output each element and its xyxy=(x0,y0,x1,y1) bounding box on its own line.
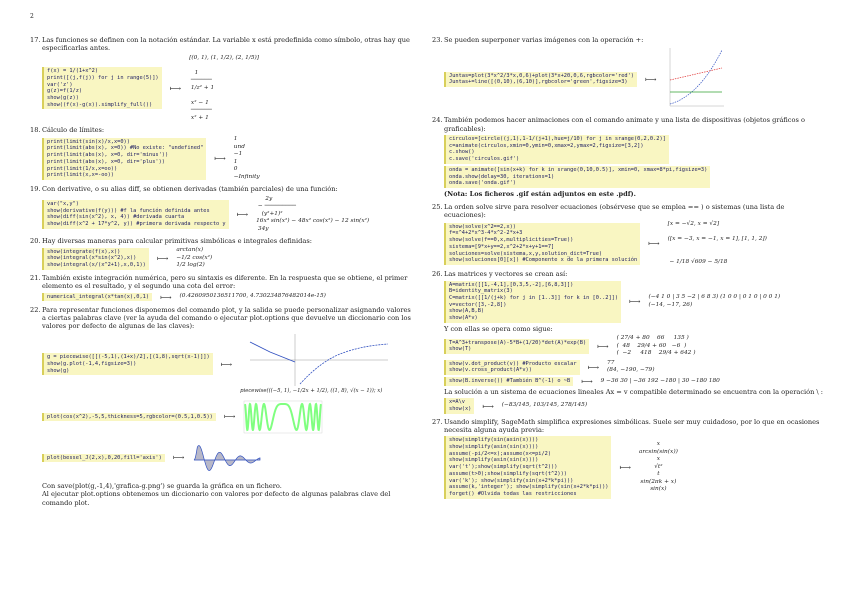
output-block: 9 −36 30 | −36 192 −180 | 30 −180 180 xyxy=(600,377,720,384)
item-text: También podemos hacer animaciones con el comando animate y una lista de dispositivas (objetos gráficos o graficables): xyxy=(444,116,805,133)
code-block[interactable]: circulos=[circle((j,1),1-1/(j+1),hue=j/10) for j in srange(0,2,0.2)] c=animate(circulos,xmin=0,ymin=0,xmax=2,ymax=2,figsize=[3,2]) c.show() c.save('circulos.gif') xyxy=(444,135,669,164)
item-number: 24. xyxy=(432,116,443,125)
item-20 xyxy=(30,237,416,270)
item-text: También existe integración numérica, pero su sintaxis es diferente. En la respuesta que se obtiene, el primer elemento es el resultado, y el segundo una cota del error: xyxy=(42,273,408,291)
code-block[interactable]: Juntas=plot(3*x^2/3*x,0,6)+plot(3*x+20,0,6,rgbcolor='red') Juntas+=line([(0,10),(6,10)],rgbcolor='green',figsize=3) xyxy=(444,72,637,87)
output-block: arctan(x) −1/2 cos(x²) 1/2 log(2) xyxy=(176,247,213,269)
code-block[interactable]: show(solve(x^2==2,x)) f=x^4+2*x^3-4*x^2-2*x+3 show(solve(f==0,x,multiplicities=True)) sistema=[9*x+y==2,x^2+2*x+y+1==7] soluciones=solve(sistema,x,y,solution_dict=True) show(soluciones[0][x]) #Componente x de la primera solución xyxy=(444,223,640,265)
item-number: 26. xyxy=(432,270,443,279)
maps-to-arrow: ⟼ xyxy=(156,254,169,264)
maps-to-arrow: ⟼ xyxy=(587,362,600,372)
matrix-t-output: ( 27/4 + 80 66 135 ) ( 48 29/4 + 60 −6 ) ( −2 418 29/4 + 642 ) xyxy=(616,335,696,357)
maps-to-arrow: ⟼ xyxy=(223,412,236,422)
code-block[interactable]: onda = animate([sin(x+k) for k in srange(0,10,0.5)], xmin=0, xmax=8*pi,figsize=3) onda.show(delay=30, iterations=1) onda.save('onda.gif') xyxy=(444,166,710,188)
maps-to-arrow: ⟼ xyxy=(648,239,660,249)
code-block[interactable]: var("x,y") show(derivative(f(y))) #f la función definida antes show(diff(sin(x^2), x, 4)) #derivada cuarta show(diff(x^2 + 17*y^2, y)) #primera derivada respecto y xyxy=(42,200,229,229)
item-number: 18. xyxy=(30,126,41,135)
item-text: Y con ellas se opera como sigue: xyxy=(444,324,553,333)
output-block: [x = −√2, x = √2] ([x = −3, x = −1, x = 1], [1, 1, 2]) − 1/18 √609 − 5/18 xyxy=(667,221,767,265)
item-text: Con derivative, o su alias diff, se obtienen derivadas (también parciales) de una función: xyxy=(42,185,338,194)
maps-to-arrow: ⟼ xyxy=(597,341,609,351)
item-text: Para representar funciones disponemos del comando plot, y la salida se puede personalizar asignando valores a ciertas palabras clave (ver la ayuda del comando o ejecutar plot.options que devuelve un diccionario con los valores por defecto de algunas de las claves): xyxy=(42,305,411,331)
maps-to-arrow: ⟼ xyxy=(581,377,593,387)
code-block[interactable]: numerical_integral(x*tan(x),0,1) xyxy=(42,293,152,302)
maps-to-arrow: ⟼ xyxy=(644,74,657,84)
code-block[interactable]: show(v.dot_product(v)) #Producto escalar show(v.cross_product(A*v)) xyxy=(444,360,580,375)
code-block[interactable]: show(B.inverse()) #También B^(-1) o ~B xyxy=(444,377,573,386)
output-block: (0.4260950136511700, 4.730234876482014e-15) xyxy=(179,293,326,300)
code-block[interactable]: x=A\v show(x) xyxy=(444,398,474,413)
output-block: x arcsin(sin(x)) x √t² t sin(2πk + x) sin(x) xyxy=(638,441,678,493)
item-text: Se pueden superponer varias imágenes con la operación +: xyxy=(444,36,644,44)
sqrt-curve xyxy=(300,344,388,384)
maps-to-arrow: ⟼ xyxy=(172,453,185,463)
item-text: Usando simplify, SageMath simplifica expresiones simbólicas. Suele ser muy cuidadoso, por lo que en ocasiones necesita alguna ayuda previa: xyxy=(444,417,820,435)
output-block: 1 und −1 1 0 −Infinity xyxy=(233,136,260,180)
item-22-save-note xyxy=(30,482,416,507)
item-text: Cálculo de límites: xyxy=(42,126,105,135)
item-22-cos-plot xyxy=(30,400,416,434)
output-block: 2y − ───────── (y²+1)² 16x⁴ sin(x²) − 48x² cos(x²) − 12 sin(x²) 34y xyxy=(256,195,370,232)
item-number: 22. xyxy=(30,305,41,314)
maps-to-arrow: ⟼ xyxy=(220,359,233,369)
item-26 xyxy=(432,270,824,413)
item-text: La solución a un sistema de ecuaciones lineales Ax = v compatible determinado se encuentra con la operación \ : xyxy=(444,388,823,397)
item-27 xyxy=(432,418,824,499)
code-block[interactable]: plot(bessel_J(2,x),0,20,fill='axis') xyxy=(42,454,165,463)
item-number: 23. xyxy=(432,36,443,44)
output-block: [(0, 1), (1, 1/2), (2, 1/5)] 1 ────── 1/z² + 1 x² − 1 ────── x² + 1 xyxy=(189,54,260,121)
matrix-output: (−4 1 0 | 3 5 −2 | 6 8 3) (1 0 0 | 0 1 0 | 0 0 1) (−14, −17, 26) xyxy=(648,294,781,308)
item-number: 17. xyxy=(30,36,41,44)
item-22 xyxy=(30,306,416,396)
output-block: 77 (84, −190, −79) xyxy=(607,359,655,374)
item-18 xyxy=(30,126,416,181)
gif-note: (Nota: Los ficheros .gif están adjuntos en este .pdf). xyxy=(444,190,636,199)
plot-output xyxy=(240,332,390,396)
item-text: Las matrices y vectores se crean así: xyxy=(444,270,568,279)
bessel-plot xyxy=(192,438,262,478)
code-block[interactable]: show(simplify(sin(asin(x)))) show(simplify(asin(sin(x)))) assume(-pi/2<=x);assume(x<=pi/2) show(simplify(asin(sin(x)))) var('t');show(simplify(sqrt(t^2))) assume(t>0);show(simplify(sqrt(t^2))) var('k'); show(simplify(sin(x+2*k*pi))) assume(k,'integer'); show(simplify(sin(x+2*k*pi))) forget() #Olvida todas las restricciones xyxy=(444,436,611,498)
bessel-curve xyxy=(194,446,260,471)
item-19 xyxy=(30,185,416,233)
piecewise-plot xyxy=(240,332,390,388)
item-24 xyxy=(432,116,824,198)
segment-line xyxy=(250,342,295,362)
item-22-bessel-plot xyxy=(30,438,416,478)
code-block[interactable]: A=matrix([[1,-4,1],[0,3,5,-2],[6,8,3]]) B=identity_matrix(3) C=matrix([[1/(j+k) for j in [1..3]] for k in [0..2]]) v=vector([3,-2,8]) show(A,B,B) show(A*v) xyxy=(444,281,621,323)
item-number: 21. xyxy=(30,273,41,282)
item-text: Las funciones se definen con la notación estándar. La variable x está predefinida como símbolo, otras hay que especificarlas antes. xyxy=(42,36,410,53)
item-number: 25. xyxy=(432,202,443,211)
cos-plot xyxy=(243,400,323,434)
maps-to-arrow: ⟼ xyxy=(619,462,631,472)
page-number: 2 xyxy=(30,13,34,20)
right-column xyxy=(432,36,824,503)
maps-to-arrow: ⟼ xyxy=(482,401,494,411)
maps-to-arrow: ⟼ xyxy=(629,297,641,307)
red-line xyxy=(670,68,722,80)
item-text: La orden solve sirve para resolver ecuaciones (obsérvese que se emplea == ) o sistemas (una lista de ecuaciones): xyxy=(444,202,785,219)
maps-to-arrow: ⟼ xyxy=(214,154,226,164)
item-number: 19. xyxy=(30,185,41,194)
combined-plot xyxy=(664,46,726,112)
code-block[interactable]: print(limit(sin(x)/x,x=0)) print(limit(abs(x), x=0)) #No existe: "undefined" print(limit(abs(x), x=0, dir='minus')) print(limit(abs(x), x=0, dir='plus')) print(limit(1/x,x=oo)) print(limit(x,x=-oo)) xyxy=(42,138,206,180)
maps-to-arrow: ⟼ xyxy=(236,209,249,219)
item-number: 27. xyxy=(432,417,443,426)
code-block[interactable]: T=A^3+transpose(A)-5*B+(1/20)*det(A)*exp(B) show(T) xyxy=(444,339,589,354)
item-text: Hay diversas maneras para calcular primitivas simbólicas e integrales definidas: xyxy=(42,237,312,246)
item-number: 20. xyxy=(30,237,41,246)
item-text: Con save(plot(g,-1,4),'grafica-g.png') se guarda la gráfica en un fichero. Al ejecutar plot.options obtenemos un diccionario con valores por defecto de algunas palabras clave del comando plot. xyxy=(42,481,391,507)
maps-to-arrow: ⟼ xyxy=(169,83,182,93)
maps-to-arrow: ⟼ xyxy=(160,292,172,302)
code-block[interactable]: g = piecewise([[(-5,1),(1+x)/2],[(1,8),sqrt(x-1)]]) show(g.plot(-1,4,figsize=3)) show(g) xyxy=(42,353,213,375)
item-17 xyxy=(30,36,416,122)
left-column xyxy=(30,36,416,511)
piecewise-caption: piecewise(((−5, 1), −1/2x + 1/2), ((1, 8), √(x − 1)); x) xyxy=(240,388,383,395)
item-25 xyxy=(432,203,824,267)
parabola-curve xyxy=(670,50,722,104)
code-block[interactable]: show(integrate(f(x),x)) show(integral(x*sin(x^2),x)) show(integral(x/(x^2+1),x,0,1)) xyxy=(42,248,149,270)
item-23 xyxy=(432,36,824,112)
code-block[interactable]: plot(cos(x^2),-5,5,thickness=5,rgbcolor=(0.5,1,0.5)) xyxy=(42,413,216,422)
output-block: (−83/145, 103/145, 278/145) xyxy=(501,402,588,409)
code-block[interactable]: f(x) = 1/(1+x^2) print([(j,f(j)) for j in range(5)]) var('z') g(z)=f(1/z) show(g(z)) show((f(x)-g(x)).simplify_full()) xyxy=(42,67,162,109)
item-21 xyxy=(30,274,416,302)
